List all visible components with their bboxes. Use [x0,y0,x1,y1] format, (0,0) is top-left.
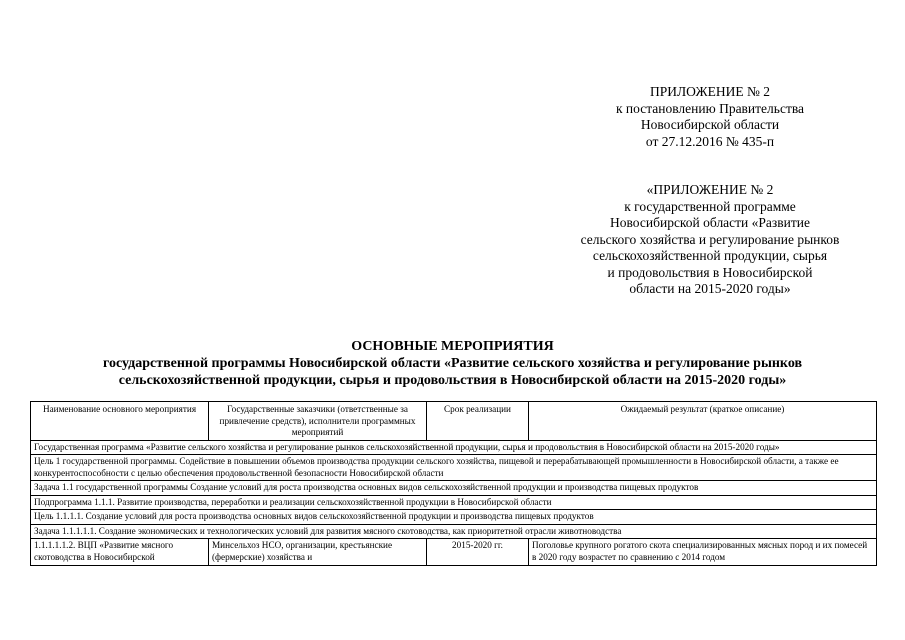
table-row [31,510,877,525]
document-title [0,338,905,389]
appendix-program-block [520,182,900,298]
appendix-line: Новосибирской области «Развитие [610,215,810,230]
appendix-line: к государственной программе [624,198,796,214]
title-subline: сельскохозяйственной продукции, сырья и продовольствия в Новосибирской области на 2015-2020 годы» [118,373,787,388]
appendix-line: и продовольствия в Новосибирской [607,264,813,280]
column-header: Ожидаемый результат (краткое описание) [529,402,877,441]
title-subline: государственной программы Новосибирской области «Развитие сельского хозяйства и регулирование рынков [102,356,803,371]
measures-table [30,401,877,566]
table-row [31,455,877,481]
subprogram-row: Подпрограмма 1.1.1. Развитие производства, переработки и реализации сельскохозяйственной продукции в Новосибирской области [31,495,877,510]
subtask-row: Задача 1.1.1.1.1. Создание экономических и технологических условий для развития мясного скотоводства, как приоритетной отрасли животноводства [31,524,877,539]
appendix-line: от 27.12.2016 № 435-п [645,133,775,149]
table-row [31,539,877,566]
task-row: Задача 1.1 государственной программы Создание условий для роста производства основных видов сельскохозяйственной продукции и производства пищевых продуктов [31,481,877,496]
period-cell: 2015-2020 гг. [427,539,529,566]
program-row: Государственная программа «Развитие сельского хозяйства и регулирование рынков сельскохозяйственной продукции, сырья и продовольствия в Новосибирской области на 2015-2020 годы» [31,440,877,455]
subgoal-row: Цель 1.1.1.1. Создание условий для роста производства основных видов сельскохозяйственной продукции и производства пищевых продуктов [31,510,877,525]
table-header-row [31,402,877,441]
table-row [31,481,877,496]
goal-row: Цель 1 государственной программы. Содействие в повышении объемов производства продукции сельского хозяйства, пищевой и перерабатывающей промышленности в Новосибирской области, а также ее конкурентоспособности с целью обеспечения продовольственной безопасности Новосибирской области [31,455,877,481]
appendix-line: сельского хозяйства и регулирование рынков [580,231,840,247]
appendix-line: области на 2015-2020 годы» [629,281,791,296]
measure-name-cell: 1.1.1.1.1.2. ВЦП «Развитие мясного скотоводства в Новосибирской [31,539,209,566]
table-row [31,524,877,539]
appendix-resolution-block [520,84,900,150]
table-row [31,440,877,455]
table-row [31,495,877,510]
column-header: Государственные заказчики (ответственные за привлечение средств), исполнители программных мероприятий [209,402,427,441]
title-heading: ОСНОВНЫЕ МЕРОПРИЯТИЯ [351,339,554,354]
appendix-line: ПРИЛОЖЕНИЕ № 2 [649,84,771,99]
column-header: Срок реализации [427,402,529,441]
appendix-line: сельскохозяйственной продукции, сырья [592,248,828,263]
appendix-line: к постановлению Правительства [615,100,805,116]
appendix-line: «ПРИЛОЖЕНИЕ № 2 [646,182,774,197]
appendix-line: Новосибирской области [640,117,780,132]
customer-cell: Минсельхоз НСО, организации, крестьянские (фермерские) хозяйства и [209,539,427,566]
result-cell: Поголовье крупного рогатого скота специализированных мясных пород и их помесей в 2020 году возрастет по сравнению с 2014 годом [529,539,877,566]
column-header: Наименование основного мероприятия [31,402,209,441]
